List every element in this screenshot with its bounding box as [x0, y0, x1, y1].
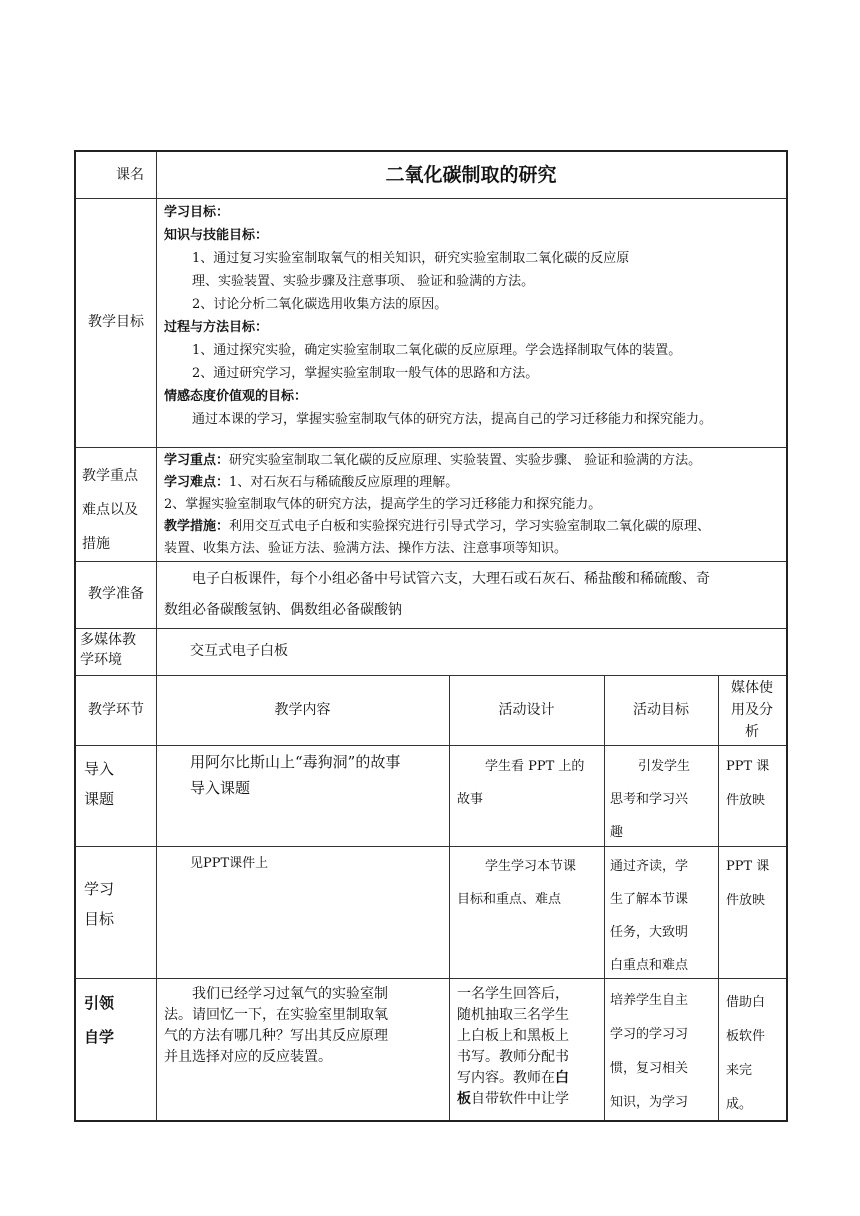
col-header-goal: 活动目标 [633, 701, 689, 718]
knowledge-item-1b: 理、实验装置、实验步骤及注意事项、 验证和验满的方法。 [192, 274, 535, 289]
knowledge-item-1a: 1、通过复习实验室制取氧气的相关知识，研究实验室制取二氧化碳的反应原 [192, 251, 630, 266]
activity-line: 故事 [457, 792, 484, 807]
objectives-label: 教学目标 [88, 314, 144, 330]
activity-line: 写内容。教师在 [457, 1070, 555, 1086]
media-env-label [80, 630, 156, 670]
table-row-content [190, 852, 448, 875]
difficulty-text-2: 2、掌握实验室制取气体的研究方法，提高学生的学习迁移能力和探究能力。 [164, 497, 602, 512]
col-divider [156, 152, 157, 1120]
activity-line: 学生学习本节课 [485, 859, 577, 874]
media-line: 件放映 [726, 793, 766, 808]
course-label: 课名 [116, 167, 144, 183]
keypoints-label-line: 难点以及 [82, 502, 138, 518]
knowledge-heading: 知识与技能目标： [164, 228, 269, 243]
goal-line: 任务，大致明 [610, 925, 689, 940]
table-row-goal [610, 750, 716, 849]
table-row-activity [457, 750, 603, 816]
media-env-label-line: 学环境 [80, 652, 122, 668]
col-header-media [718, 677, 786, 743]
media-line: 件放映 [726, 893, 766, 908]
table-row-stage [84, 874, 114, 934]
difficulty-heading: 学习难点： [164, 475, 230, 490]
col-header-stage: 教学环节 [88, 701, 144, 718]
process-heading: 过程与方法目标： [164, 320, 269, 335]
lesson-plan-table [74, 150, 788, 1122]
media-line: 成。 [726, 1097, 753, 1112]
goal-line: 白重点和难点 [610, 958, 689, 973]
row-divider [76, 745, 786, 746]
stage-line: 学习 [84, 880, 115, 898]
media-line: 来完 [726, 1063, 753, 1078]
prep-line-1: 电子白板课件，每个小组必备中号试管六支，大理石或石灰石、稀盐酸和稀硫酸、奇 [192, 571, 710, 587]
content-line: 气的方法有哪几种？写出其反应原理 [164, 1028, 388, 1044]
focus-text: 研究实验室制取二氧化碳的反应原理、实验装置、实验步骤、 验证和验满的方法。 [229, 453, 702, 468]
col-header-activity: 活动设计 [498, 701, 555, 718]
row-divider [76, 447, 786, 448]
table-row-activity [457, 850, 603, 916]
keypoints-content [164, 450, 784, 560]
table-row-stage [84, 986, 114, 1054]
col-header-media-line: 析 [745, 724, 759, 740]
media-env-label-line: 多媒体教 [80, 632, 136, 648]
table-row-content [190, 749, 448, 801]
table-row-goal [610, 850, 716, 982]
learning-heading: 学习目标： [164, 205, 230, 220]
goal-line: 知识，为学习 [610, 1095, 689, 1110]
activity-line: 目标和重点、难点 [457, 892, 562, 907]
content-line: 见PPT课件上 [190, 856, 269, 871]
keypoints-label-line: 措施 [82, 536, 110, 552]
process-item-1: 1、通过探究实验，确定实验室制取二氧化碳的反应原理。学会选择制取气体的装置。 [192, 343, 682, 358]
media-line: 借助白 [726, 995, 766, 1010]
measures-text-1: 利用交互式电子白板和实验探究进行引导式学习，学习实验室制取二氧化碳的原理、 [229, 519, 711, 534]
col-header-content: 教学内容 [274, 701, 331, 718]
media-line: PPT 课 [726, 859, 770, 874]
stage-line: 自学 [84, 1028, 115, 1046]
content-line: 用阿尔比斯山上“毒狗洞”的故事 [190, 753, 401, 771]
goal-line: 生了解本节课 [610, 892, 689, 907]
col-header-media-line: 媒体使 [731, 680, 773, 696]
stage-line: 课题 [84, 790, 115, 808]
table-row-media [726, 850, 786, 918]
content-line: 并且选择对应的反应装置。 [164, 1049, 332, 1065]
media-env-value: 交互式电子白板 [190, 643, 288, 659]
goal-line: 趣 [610, 825, 624, 840]
activity-line: 上白板上和黑板上 [457, 1028, 569, 1044]
row-divider [76, 561, 786, 562]
goal-line: 培养学生自主 [610, 993, 689, 1008]
col-header-media-line: 用及分 [731, 702, 773, 718]
activity-line: 随机抽取三名学生 [457, 1007, 569, 1023]
row-divider [76, 198, 786, 199]
prep-label: 教学准备 [88, 586, 144, 602]
goal-line: 学习的学习习 [610, 1027, 689, 1042]
emotion-heading: 情感态度价值观的目标： [164, 389, 308, 404]
activity-emphasis: 白 [555, 1070, 569, 1086]
prep-line-2: 数组必备碳酸氢钠、偶数组必备碳酸钠 [164, 602, 402, 618]
content-line: 我们已经学习过氧气的实验室制 [192, 986, 388, 1002]
focus-heading: 学习重点： [164, 453, 230, 468]
activity-line: 学生看 PPT 上的 [485, 759, 585, 774]
row-divider [76, 628, 786, 629]
content-line: 法。请回忆一下，在实验室里制取氧 [164, 1007, 388, 1023]
objectives-content [164, 201, 784, 431]
activity-line: 自带软件中让学 [471, 1091, 569, 1107]
stage-line: 目标 [84, 910, 115, 928]
measures-text-2: 装置、收集方法、验证方法、验满方法、操作方法、注意事项等知识。 [164, 541, 568, 556]
measures-heading: 教学措施： [164, 519, 230, 534]
activity-line: 书写。教师分配书 [457, 1049, 569, 1065]
goal-line: 引发学生 [638, 759, 691, 774]
media-line: PPT 课 [726, 759, 770, 774]
table-row-media [726, 750, 786, 818]
course-title: 二氧化碳制取的研究 [385, 164, 557, 186]
goal-line: 思考和学习兴 [610, 792, 689, 807]
stage-line: 引领 [84, 994, 115, 1012]
table-row-stage [84, 754, 114, 814]
process-item-2: 2、通过研究学习，掌握实验室制取一般气体的思路和方法。 [192, 366, 539, 381]
table-row-activity [457, 984, 603, 1110]
knowledge-item-2: 2、讨论分析二氧化碳选用收集方法的原因。 [192, 297, 448, 312]
table-row-goal [610, 984, 716, 1120]
emotion-item: 通过本课的学习，掌握实验室制取气体的研究方法，提高自己的学习迁移能力和探究能力。 [192, 412, 713, 427]
keypoints-label-line: 教学重点 [82, 468, 138, 484]
goal-line: 惯，复习相关 [610, 1061, 689, 1076]
table-row-media [726, 986, 786, 1122]
keypoints-label [82, 459, 154, 561]
prep-content [164, 564, 784, 626]
content-line: 导入课题 [190, 779, 251, 797]
activity-line: 一名学生回答后， [457, 986, 569, 1002]
goal-line: 通过齐读，学 [610, 859, 689, 874]
difficulty-text: 1、对石灰石与稀硫酸反应原理的理解。 [229, 475, 459, 490]
stage-line: 导入 [84, 760, 115, 778]
activity-emphasis: 板 [457, 1091, 471, 1107]
table-row-content [164, 984, 446, 1068]
media-line: 板软件 [726, 1029, 766, 1044]
